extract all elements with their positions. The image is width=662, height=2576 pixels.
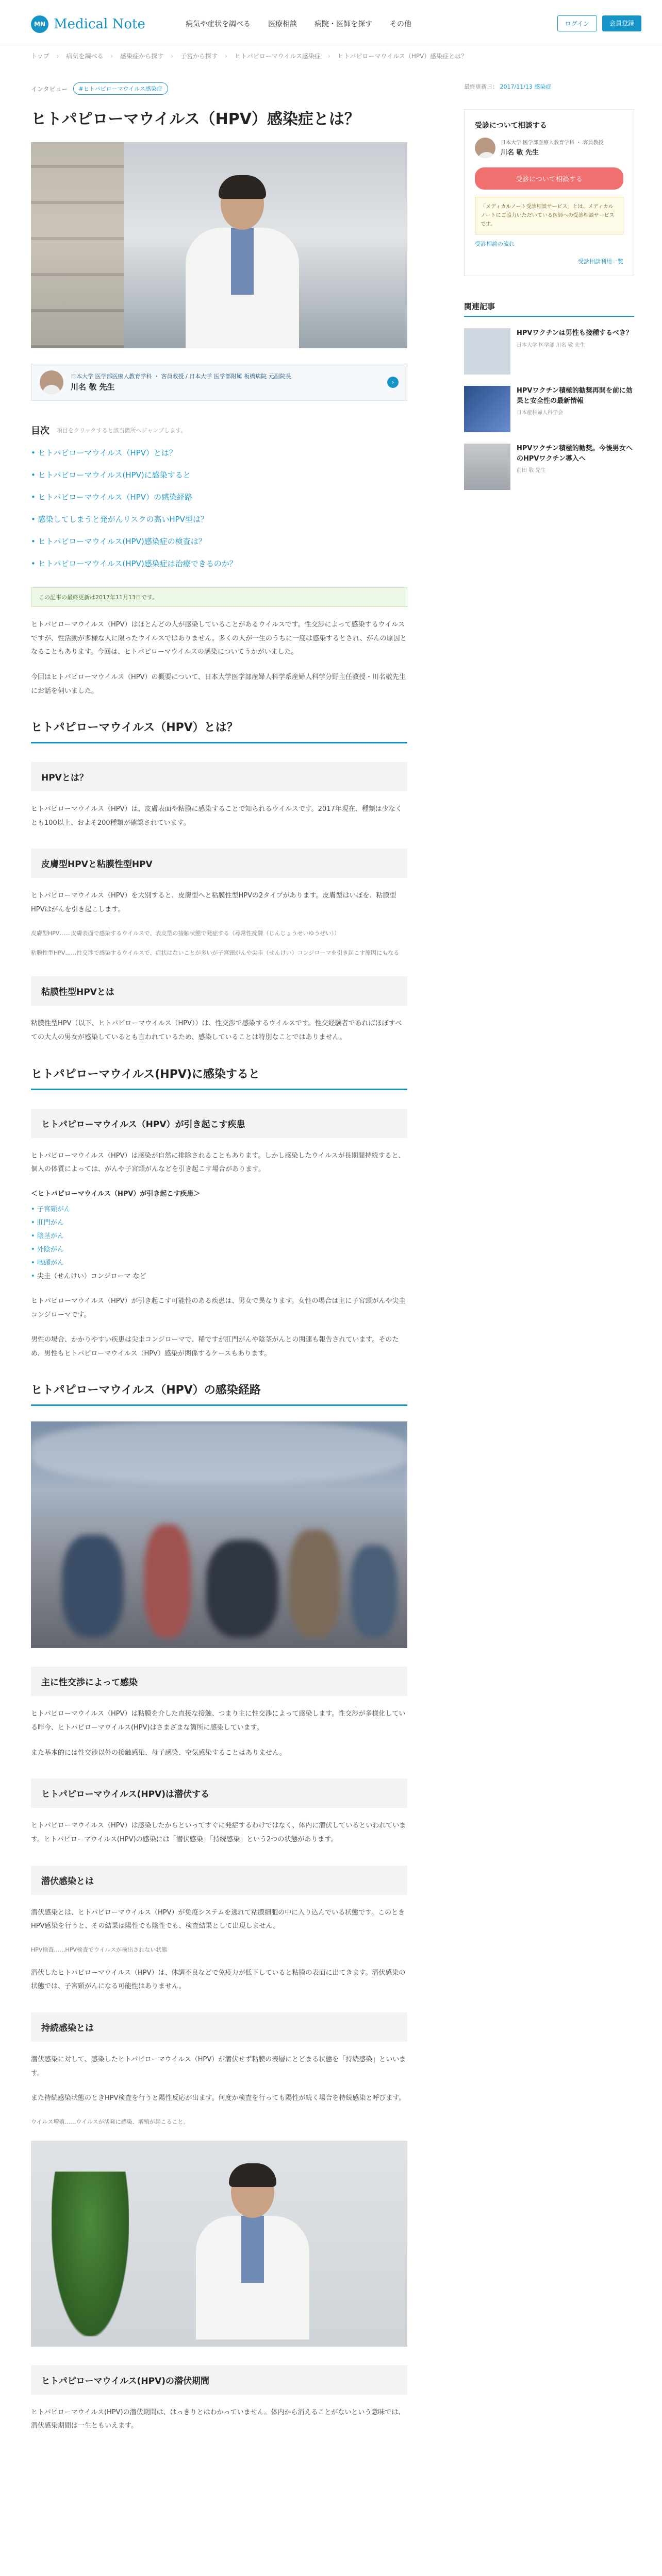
nav-item-consult[interactable]: 医療相談 [268,20,297,28]
toc-item[interactable]: • ヒトパピローマウイルス(HPV)感染症は治療できるのか？ [31,558,407,569]
section-heading: ヒトパピローマウイルス（HPV）とは？ [31,719,407,743]
consult-list-link[interactable]: 受診相談利用一覧 [578,258,623,265]
list-item: • 尖圭（せんけい）コンジローマ など [31,1270,407,1283]
register-button[interactable]: 会員登録 [602,15,641,31]
intro-paragraph: 今回はヒトパピローマウイルス（HPV）の概要について、日本大学医学部産婦人科学系産婦人科学分野主任教授・川名敬先生にお話を伺いました。 [31,673,406,695]
related-thumbnail [464,444,510,490]
breadcrumb-item[interactable]: › 子宮から探す [171,52,218,60]
consult-box-title: 受診について相談する [475,122,547,130]
list-item[interactable]: • 外陰がん [31,1243,407,1257]
logo-mark-icon: MN [31,15,48,33]
bookshelf-graphic [31,142,124,348]
related-thumbnail [464,386,510,432]
paragraph: 男性の場合、かかりやすい疾患は尖圭コンジローマで、稀ですが肛門がんや陰茎がんとの関連も報告されています。そのため、男性もヒトパピローマウイルス（HPV）感染が関係するケースもあります。 [31,1336,399,1358]
subsection-heading: ヒトパピローマウイルス(HPV)の潜伏期間 [31,2365,407,2395]
article-tags [31,82,407,95]
breadcrumb-item[interactable]: › 病気を調べる [57,52,104,60]
toc-note: 項目をクリックすると該当箇所へジャンプします。 [57,427,187,434]
article [31,82,407,2445]
logo-text: Medical Note [54,16,145,32]
subsection-heading: 持続感染とは [31,2012,407,2042]
toc-item[interactable]: • ヒトパピローマウイルス(HPV)感染症の検査は？ [31,536,407,547]
crowd-photo [31,1421,407,1648]
section-heading: ヒトパピローマウイルス(HPV)に感染すると [31,1065,407,1090]
hero-photo [31,142,407,348]
plant-graphic [52,2172,129,2336]
related-thumbnail [464,328,510,375]
toc-item[interactable]: • ヒトパピローマウイルス（HPV）の感染経路 [31,492,407,502]
footnote: 粘膜性型HPV……性交渉で感染するウイルスで、症状はないことが多いが子宮頸がんや尖圭（せんけい）コンジローマを引き起こす原因にもなる [31,949,400,956]
paragraph: ヒトパピローマウイルス（HPV）を大別すると、皮膚型へと粘膜性型HPVの2タイプがあります。皮膚型はいぼを、粘膜型HPVはがんを引き起こします。 [31,892,396,914]
sidebar [464,82,634,490]
subsection-heading: 皮膚型HPVと粘膜性型HPV [31,849,407,878]
doctor-photo [31,2141,407,2347]
article-tag[interactable]: #ヒトパピローマウイルス感染症 [73,82,168,95]
related-article[interactable] [464,386,634,432]
page-title: ヒトパピローマウイルス（HPV）感染症とは？ [31,110,360,128]
subsection-heading: HPVとは？ [31,762,407,791]
section-heading: ヒトパピローマウイルス（HPV）の感染経路 [31,1381,407,1406]
consult-note: 「メディカルノート受診相談サービス」とは、メディカルノートにご協力いただいている医師への受診相談サービスです。 [475,197,623,234]
related-meta: 日本大学 医学部 川名 敬 先生 [517,342,585,348]
author-affiliation: 日本大学 医学部医療人教育学科 ・ 客員教授 / 日本大学 医学部附属 板橋病院 元副院長 [71,372,291,380]
breadcrumb-item[interactable]: › 感染症から探す [110,52,163,60]
toc-item[interactable]: • ヒトパピローマウイルス(HPV)に感染すると [31,469,407,480]
paragraph: ヒトパピローマウイルス（HPV）は感染したからといってすぐに発症するわけではなく、体内に潜伏しているといわれています。ヒトパピローマウイルス(HPV)の感染には「潜伏感染」「持続感染」という2つの状態があります。 [31,1822,406,1844]
author-name: 川名 敬 先生 [501,148,539,157]
nav-item-hospital[interactable]: 病院・医師を探す [315,20,372,28]
site-header [0,0,662,45]
disease-list [31,1203,407,1283]
consult-flow-link[interactable]: 受診相談の流れ [475,241,515,247]
author-avatar [40,370,63,394]
nav-item-other[interactable]: その他 [390,20,411,28]
related-title: HPVワクチンは男性も接種するべき？ [517,329,633,337]
paragraph: ヒトパピローマウイルス（HPV）が引き起こす可能性のある疾患は、男女で異なります。女性の場合は主に子宮頸がんや尖圭コンジローマです。 [31,1297,406,1319]
related-title: HPVワクチン積極的勧奨再開を前に効果と安全性の最新情報 [517,387,633,405]
list-item[interactable]: • 肛門がん [31,1216,407,1230]
site-logo[interactable] [31,15,145,33]
toc-header [31,423,407,437]
author-name: 川名 敬 先生 [71,382,115,392]
related-articles-title: 関連記事 [464,301,634,317]
paragraph: また基本的には性交渉以外の接触感染、母子感染、空気感染することはありません。 [31,1749,286,1757]
related-article[interactable] [464,444,634,490]
consult-author [475,138,623,158]
breadcrumb-item[interactable]: › ヒトパピローマウイルス感染症 [225,52,321,60]
article-category: インタビュー [31,85,68,93]
breadcrumb-item: › ヒトパピローマウイルス（HPV）感染症とは？ [328,52,467,60]
footnote: 皮膚型HPV……皮膚表面で感染するウイルスで、表皮型の接触状態で発症する（尋常性疣贅（じんじょうせいゆうぜい）） [31,929,340,937]
nav-item-disease[interactable]: 病気や症状を調べる [186,20,251,28]
paragraph: また持続感染状態のときHPV検査を行うと陽性反応が出ます。何度か検査を行っても陽性が続く場合を持続感染と呼びます。 [31,2094,406,2103]
subsection-heading: ヒトパピローマウイルス(HPV)は潜伏する [31,1778,407,1808]
breadcrumb [31,52,634,60]
footnote: ウイルス増殖……ウイルスが活発に感染、増殖が起こること。 [31,2118,189,2125]
main-nav [186,19,411,29]
update-notice: この記事の最終更新は2017年11月13日です。 [31,587,407,607]
toc-title: 目次 [31,426,49,436]
toc-item[interactable]: • ヒトパピローマウイルス（HPV）とは？ [31,447,407,458]
chevron-right-icon[interactable]: › [387,377,399,388]
footnote: HPV検査……HPV検査でウイルスが検出されない状態 [31,1946,168,1953]
paragraph: 潜伏感染とは、ヒトパピローマウイルス（HPV）が免疫システムを逃れて粘膜細胞の中に入り込んでいる状態です。このときHPV感染を行うと、その結果は陽性でも陰性でも、検査結果として出現しません。 [31,1908,405,1930]
paragraph: 潜伏したヒトパピローマウイルス（HPV）は、体調不良などで免疫力が低下していると粘膜の表面に出てきます。潜伏感染の状態では、子宮頸がんになる可能性はありません。 [31,1969,406,1991]
related-article[interactable] [464,328,634,375]
doctor-figure [196,2166,309,2336]
subsection-heading: ヒトパピローマウイルス（HPV）が引き起こす疾患 [31,1109,407,1138]
table-of-contents [31,447,407,569]
paragraph: 潜伏感染に対して、感染したヒトパピローマウイルス（HPV）が潜伏せず粘膜の表層にとどまる状態を「持続感染」といいます。 [31,2056,406,2077]
header-actions [557,15,641,31]
list-item[interactable]: • 陰茎がん [31,1230,407,1243]
related-meta: 前田 敬 先生 [517,468,546,473]
list-item[interactable]: • 子宮頸がん [31,1203,407,1216]
updated-tag[interactable]: 感染症 [534,83,552,90]
list-item[interactable]: • 咽頭がん [31,1257,407,1270]
doctor-figure [186,178,299,348]
consult-box [464,109,634,276]
author-card[interactable] [31,364,407,401]
paragraph: ヒトパピローマウイルス（HPV）は感染が自然に排除されることもあります。しかし感染したウイルスが長期間持続すると、個人の体質によっては、がんや子宮頸がんなどを引き起こす場合があります。 [31,1151,405,1174]
related-meta: 日本産科婦人科学会 [517,410,563,416]
login-button[interactable]: ログイン [557,15,597,31]
author-affiliation: 日本大学 医学部医療人教育学科 ・ 客員教授 [501,140,604,146]
paragraph: ヒトパピローマウイルス（HPV）は粘膜を介した直接な接触、つまり主に性交渉によって感染します。性交渉が多様化している昨今、ヒトパピローマウイルス(HPV)はさまざまな箇所に感染しています。 [31,1710,406,1732]
paragraph: 粘膜性型HPV（以下、ヒトパピローマウイルス（HPV））は、性交渉で感染するウイルスです。性交経験者であればほぼすべての大人の男女が感染しているとも言われているため、感染していることは特別なことではありません。 [31,1020,402,1041]
updated-meta: 最終更新日： 2017/11/13 感染症 [464,83,552,90]
list-heading: ＜ヒトパピローマウイルス（HPV）が引き起こす疾患＞ [31,1190,201,1198]
subsection-heading: 潜伏感染とは [31,1866,407,1895]
paragraph: ヒトパピローマウイルス(HPV)の潜伏期間は、はっきりとはわかっていません。体内から消えることがないという意味では、潜伏感染期間は一生ともいえます。 [31,2408,405,2430]
related-title: HPVワクチン積極的勧奨。今後男女へのHPVワクチン導入へ [517,445,633,463]
intro-paragraph: ヒトパピローマウイルス（HPV）はほとんどの人が感染していることがあるウイルスです。性交渉によって感染するウイルスですが、性活動が多様な人に限ったウイルスではありません。多くの人が一生のうちに一度は感染するとされ、がんの原因となることもあります。今回は、ヒトパピローマウイルスの感染についてうかがいました。 [31,621,407,656]
author-avatar [475,138,495,158]
paragraph: ヒトパピローマウイルス（HPV）は、皮膚表面や粘膜に感染することで知られるウイルスです。2017年現在、種類は少なくとも100以上、およそ200種類が確認されています。 [31,805,402,827]
subsection-heading: 粘膜性型HPVとは [31,976,407,1006]
updated-date: 2017/11/13 [500,83,533,90]
breadcrumb-item[interactable]: トップ [31,53,49,60]
toc-item[interactable]: • 感染してしまうと発がんリスクの高いHPV型は？ [31,514,407,524]
subsection-heading: 主に性交渉によって感染 [31,1667,407,1696]
consult-button[interactable]: 受診について相談する [475,167,623,190]
